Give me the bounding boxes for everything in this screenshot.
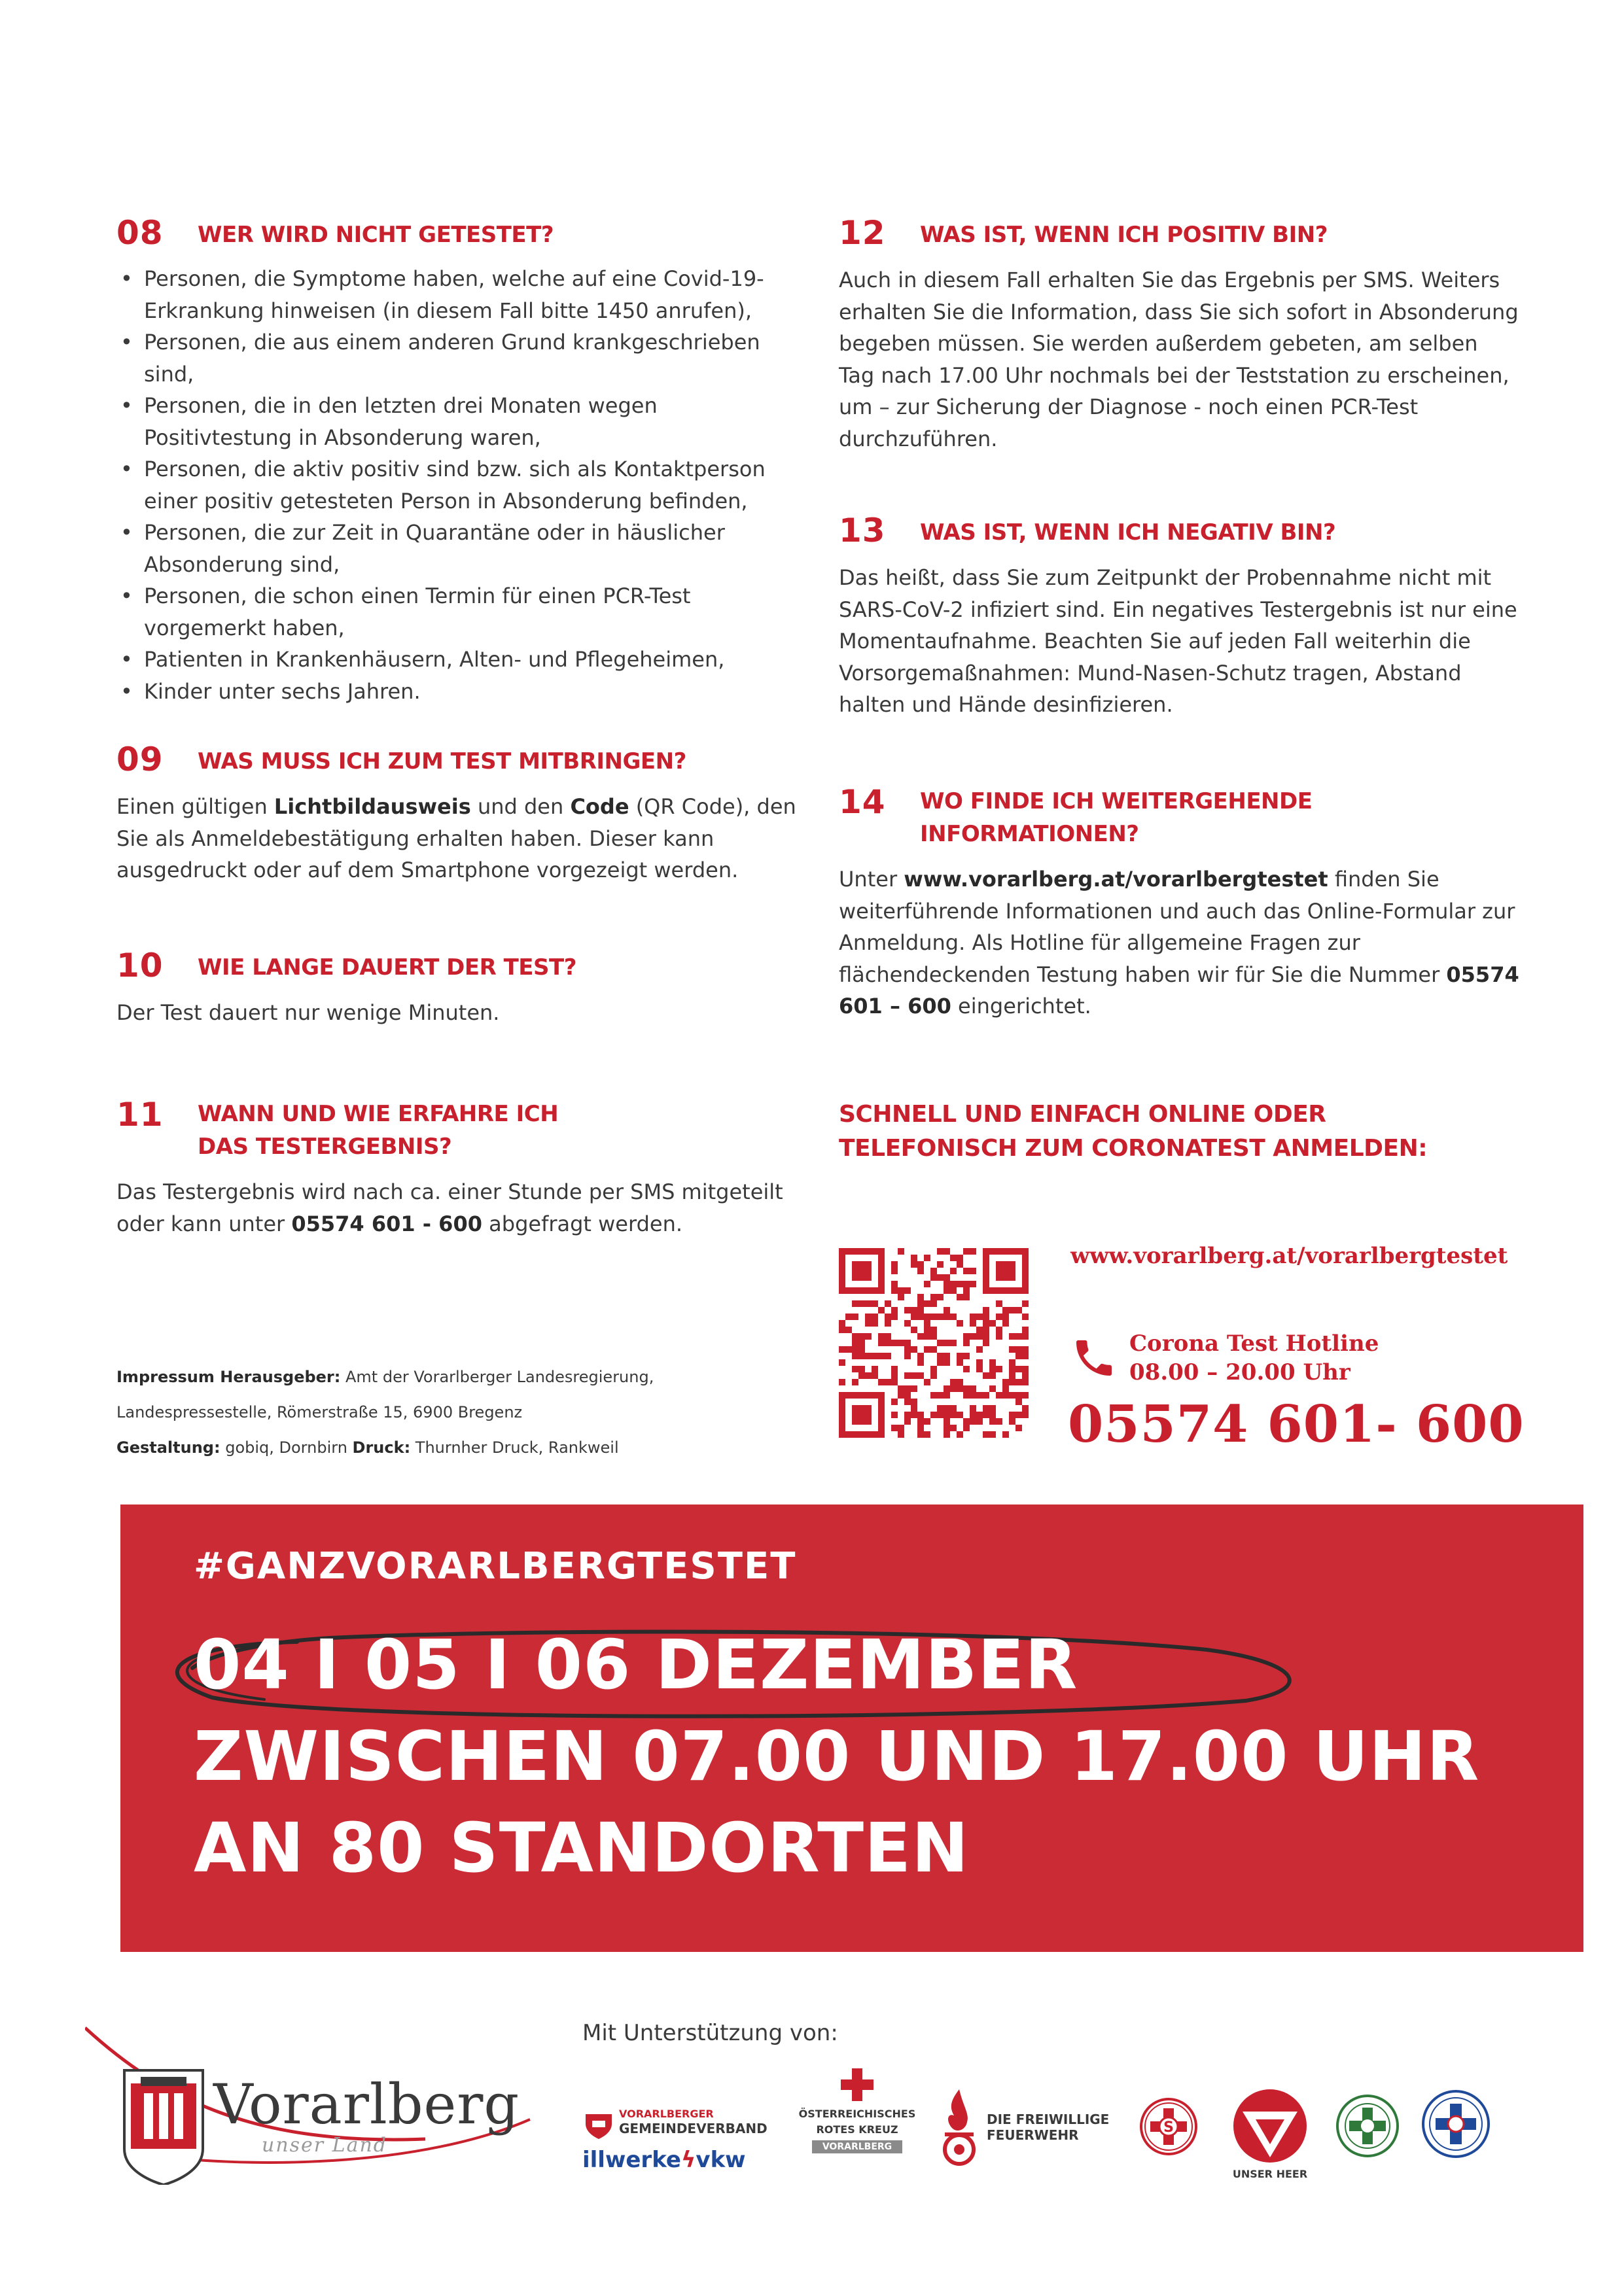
cta-title [839,1098,1532,1166]
list-item: • Personen, die zur Zeit in Quarantäne oder in häuslicher Absonderung sind, [116,517,810,580]
fire-brigade-icon [940,2087,979,2172]
qr-code-icon[interactable] [839,1248,1029,1438]
title-line: WANN UND WIE ERFAHRE ICH [198,1101,559,1127]
red-cross-icon [839,2067,875,2102]
section-body: Das heißt, dass Sie zum Zeitpunkt der Probennahme nicht mit SARS-CoV-2 infiziert sind. Ein negatives Testergebnis ist nur eine Momentaufnahme. Beachten Sie auf jeden Fall weiterhin die Vorsorgemaßnahmen: Mund-Nasen-Schutz tragen, Abstand halten und Hände desinfizieren. [839,565,1517,717]
impressum [116,1359,810,1465]
gemeindeverband-icon [582,2108,615,2140]
section-title [920,785,1312,850]
section-11-header [116,1098,810,1163]
samariterbund-icon [1139,2096,1199,2157]
feuerwehr-line1: DIE FREIWILLIGE [987,2112,1110,2127]
body-bold: 05574 601 - 600 [291,1211,482,1236]
section-number: 11 [116,1096,164,1134]
list-item: • Kinder unter sechs Jahren. [116,676,810,708]
body-text: finden Sie weiterführende Informationen und auch das Online-Formular zur Anmeldung. Als Hotline für allgemeine Fragen zur flächendeckenden Testung haben wir für Sie die Nummer [839,867,1515,987]
impressum-text: gobiq, Dornbirn [220,1438,353,1457]
body-bold: Code [570,794,629,819]
body-text: eingerichtet. [951,994,1091,1018]
body-text: (QR Code), den Sie als Anmeldebestätigung erhalten haben. Dieser kann ausgedruckt oder auf dem Smartphone vorgezeigt werden. [116,794,796,882]
section-title [198,1098,558,1163]
list-item: • Personen, die aus einem anderen Grund krankgeschrieben sind, [116,326,810,390]
list-item: • Personen, die in den letzten drei Monaten wegen Positivtestung in Absonderung waren, [116,390,810,453]
impressum-line [116,1359,810,1395]
impressum-text: Landespressestelle, Römerstraße 15, 6900 Bregenz [116,1403,523,1421]
austrian-army-icon [1231,2087,1309,2165]
body-bold: Lichtbildausweis [274,794,471,819]
section-08 [116,216,810,707]
section-body: Auch in diesem Fall erhalten Sie das Ergebnis per SMS. Weiters erhalten Sie die Information, dass Sie sich sofort in Absonderung begeben müssen. Sie werden außerdem gebeten, am selben Tag nach 17.00 Uhr nochmals bei der Teststation zu erscheinen, um – zur Sicherung der Diagnose - noch einen PCR-Test durchzuführen. [839,268,1519,451]
body-text: Einen gültigen [116,794,274,819]
hotline-number-inline: 05574 601 – 600 [839,962,1519,1018]
body-text: Unter [839,867,904,892]
partner-bundesheer [1221,2087,1319,2181]
body-text: Das Testergebnis wird nach ca. einer Stunde per SMS mitgeteilt oder kann unter [116,1179,783,1236]
section-title: WAS IST, WENN ICH POSITIV BIN? [920,222,1328,248]
section-body [839,863,1519,1022]
section-title: WAS IST, WENN ICH NEGATIV BIN? [920,519,1336,546]
vorarlberg-tagline: unser Land [262,2134,388,2157]
impressum-label: Gestaltung: [116,1438,221,1457]
hotline-hours: 08.00 – 20.00 Uhr [1129,1359,1350,1385]
list-item: • Personen, die schon einen Termin für einen PCR-Test vorgemerkt haben, [116,580,810,644]
section-number: 12 [839,214,886,252]
section-09-header [116,742,810,778]
section-11 [116,1098,810,1240]
title-line: INFORMATIONEN? [920,821,1139,847]
support-label: Mit Unterstützung von: [582,2020,838,2046]
rotes-kreuz-line1: ÖSTERREICHISCHES [798,2108,916,2120]
vorarlberg-wordmark: Vorarlberg [213,2072,520,2136]
gemeindeverband-line2: GEMEINDEVERBAND [619,2121,768,2136]
body-text: abgefragt werden. [482,1211,683,1236]
registration-url[interactable]: www.vorarlberg.at/vorarlbergtestet [1070,1243,1508,1269]
banner-times: ZWISCHEN 07.00 UND 17.00 UHR [194,1716,1480,1796]
bundesheer-label: UNSER HEER [1232,2168,1308,2180]
section-13-header [839,513,1519,549]
banner-locations: AN 80 STANDORTEN [194,1808,970,1888]
section-13 [839,513,1519,721]
impressum-line [116,1395,810,1430]
section-number: 09 [116,740,164,778]
phone-icon [1070,1334,1118,1382]
section-14-header [839,785,1519,850]
banner-hashtag: #GANZVORARLBERGTESTET [194,1545,797,1588]
impressum-text: Amt der Vorarlberger Landesregierung, [340,1368,654,1386]
section-12 [839,216,1519,455]
impressum-line [116,1430,810,1465]
section-number: 13 [839,512,886,549]
bolt-icon: ϟ [680,2147,696,2173]
rotes-kreuz-line3: VORARLBERG [812,2140,902,2153]
hotline-number[interactable]: 05574 601- 600 [1068,1395,1525,1454]
list-item: • Personen, die aktiv positiv sind bzw. sich als Kontaktperson einer positiv getesteten Person in Absonderung befinden, [116,453,810,517]
section-body [116,1176,810,1240]
section-12-header [839,216,1519,251]
partner-rotes-kreuz [785,2067,929,2153]
section-number: 14 [839,783,886,821]
cta-line: TELEFONISCH ZUM CORONATEST ANMELDEN: [839,1135,1428,1162]
hotline-label: Corona Test Hotline [1129,1331,1379,1357]
impressum-label: Impressum Herausgeber: [116,1368,341,1386]
section-number: 08 [116,214,164,252]
illwerke-wordmark: illwerke [582,2147,681,2173]
impressum-label: Druck: [352,1438,411,1457]
vkw-wordmark: vkw [696,2147,746,2173]
impressum-text: Thurnher Druck, Rankweil [410,1438,619,1457]
banner-dates: 04 I 05 I 06 DEZEMBER [194,1625,1078,1705]
gemeindeverband-line1: VORARLBERGER [619,2108,714,2120]
svg-text:S: S [1163,2119,1174,2136]
section-14 [839,785,1519,1022]
mountain-rescue-icon [1335,2093,1400,2159]
section-body: Der Test dauert nur wenige Minuten. [116,1000,500,1025]
event-banner [120,1505,1583,1952]
water-rescue-icon [1420,2088,1492,2160]
section-09 [116,742,810,886]
section-10 [116,948,810,1029]
partner-illwerke-vkw [582,2147,746,2173]
cta-line: SCHNELL UND EINFACH ONLINE ODER [839,1101,1326,1128]
feuerwehr-line2: FEUERWEHR [987,2127,1079,2143]
title-line: DAS TESTERGEBNIS? [198,1134,452,1160]
title-line: WO FINDE ICH WEITERGEHENDE [920,788,1313,814]
section-title: WIE LANGE DAUERT DER TEST? [198,954,576,981]
section-title: WER WIRD NICHT GETESTET? [198,222,554,248]
info-link[interactable]: www.vorarlberg.at/vorarlbergtestet [904,867,1328,892]
list-item: • Personen, die Symptome haben, welche auf eine Covid-19-Erkrankung hinweisen (in diesem Fall bitte 1450 anrufen), [116,263,810,326]
exclusion-list [116,263,810,707]
section-10-header [116,948,810,984]
rotes-kreuz-line2: ROTES KREUZ [816,2123,898,2136]
section-number: 10 [116,947,164,984]
list-item: • Patienten in Krankenhäusern, Alten- und Pflegeheimen, [116,644,810,676]
section-08-header [116,216,810,251]
body-text: und den [470,794,571,819]
section-title: WAS MUSS ICH ZUM TEST MITBRINGEN? [198,748,686,774]
section-body [116,791,810,886]
